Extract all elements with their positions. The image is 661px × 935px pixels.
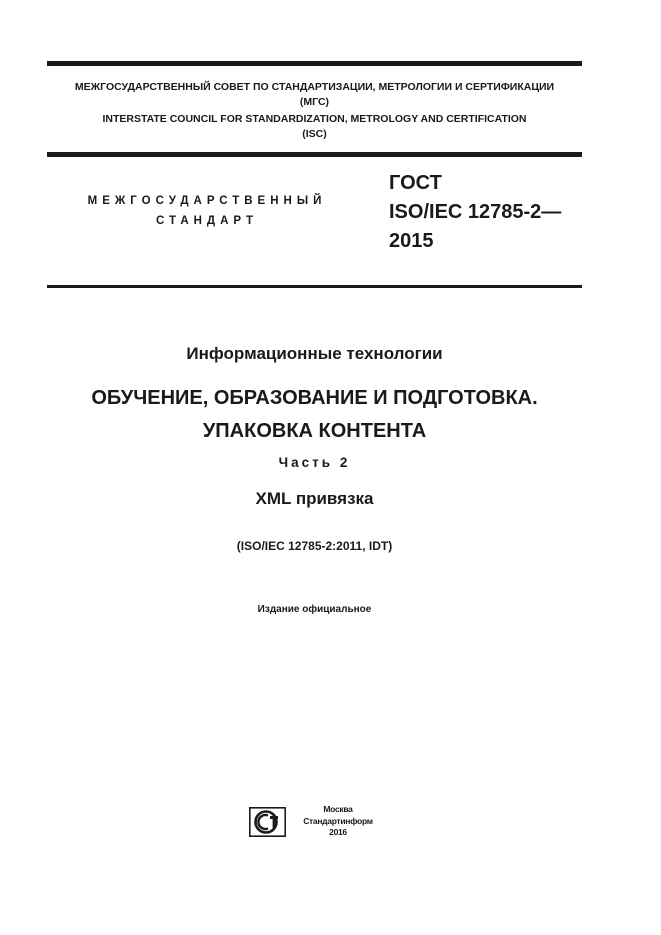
part-number: Часть 2 [278,455,351,470]
part-name: XML привязка [255,489,374,508]
standard-label-line2: СТАНДАРТ [156,215,258,227]
gost-line1: ГОСТ [389,172,442,194]
idt-reference: (ISO/IEC 12785-2:2011, IDT) [236,539,393,553]
subtitle: Информационные технологии [186,344,443,363]
gost-designation [389,169,561,256]
top-rule [47,61,582,66]
gost-line2: ISO/IEC 12785-2— [389,201,562,223]
title-line1: ОБУЧЕНИЕ, ОБРАЗОВАНИЕ И ПОДГОТОВКА. [91,387,538,409]
publisher-city: Москва [323,804,353,814]
gost-line3: 2015 [389,230,434,252]
publisher-year: 2016 [329,827,347,837]
publisher-block [292,804,384,839]
edition-note: Издание официальное [257,604,372,615]
council-en-line2: (ISC) [302,128,327,140]
council-en-line1: INTERSTATE COUNCIL FOR STANDARDIZATION, METROLOGY AND CERTIFICATION [102,113,527,125]
council-ru-line2: (МГС) [299,96,330,108]
standartinform-logo-icon [249,807,286,837]
designation-rule [47,285,582,288]
header-rule [47,152,582,157]
title-line2: УПАКОВКА КОНТЕНТА [202,420,427,442]
council-ru-line1: МЕЖГОСУДАРСТВЕННЫЙ СОВЕТ ПО СТАНДАРТИЗАЦИИ, МЕТРОЛОГИИ И СЕРТИФИКАЦИИ [74,81,555,93]
publisher-name: Стандартинформ [303,815,373,826]
standard-label-line1: МЕЖГОСУДАРСТВЕННЫЙ [87,195,327,207]
